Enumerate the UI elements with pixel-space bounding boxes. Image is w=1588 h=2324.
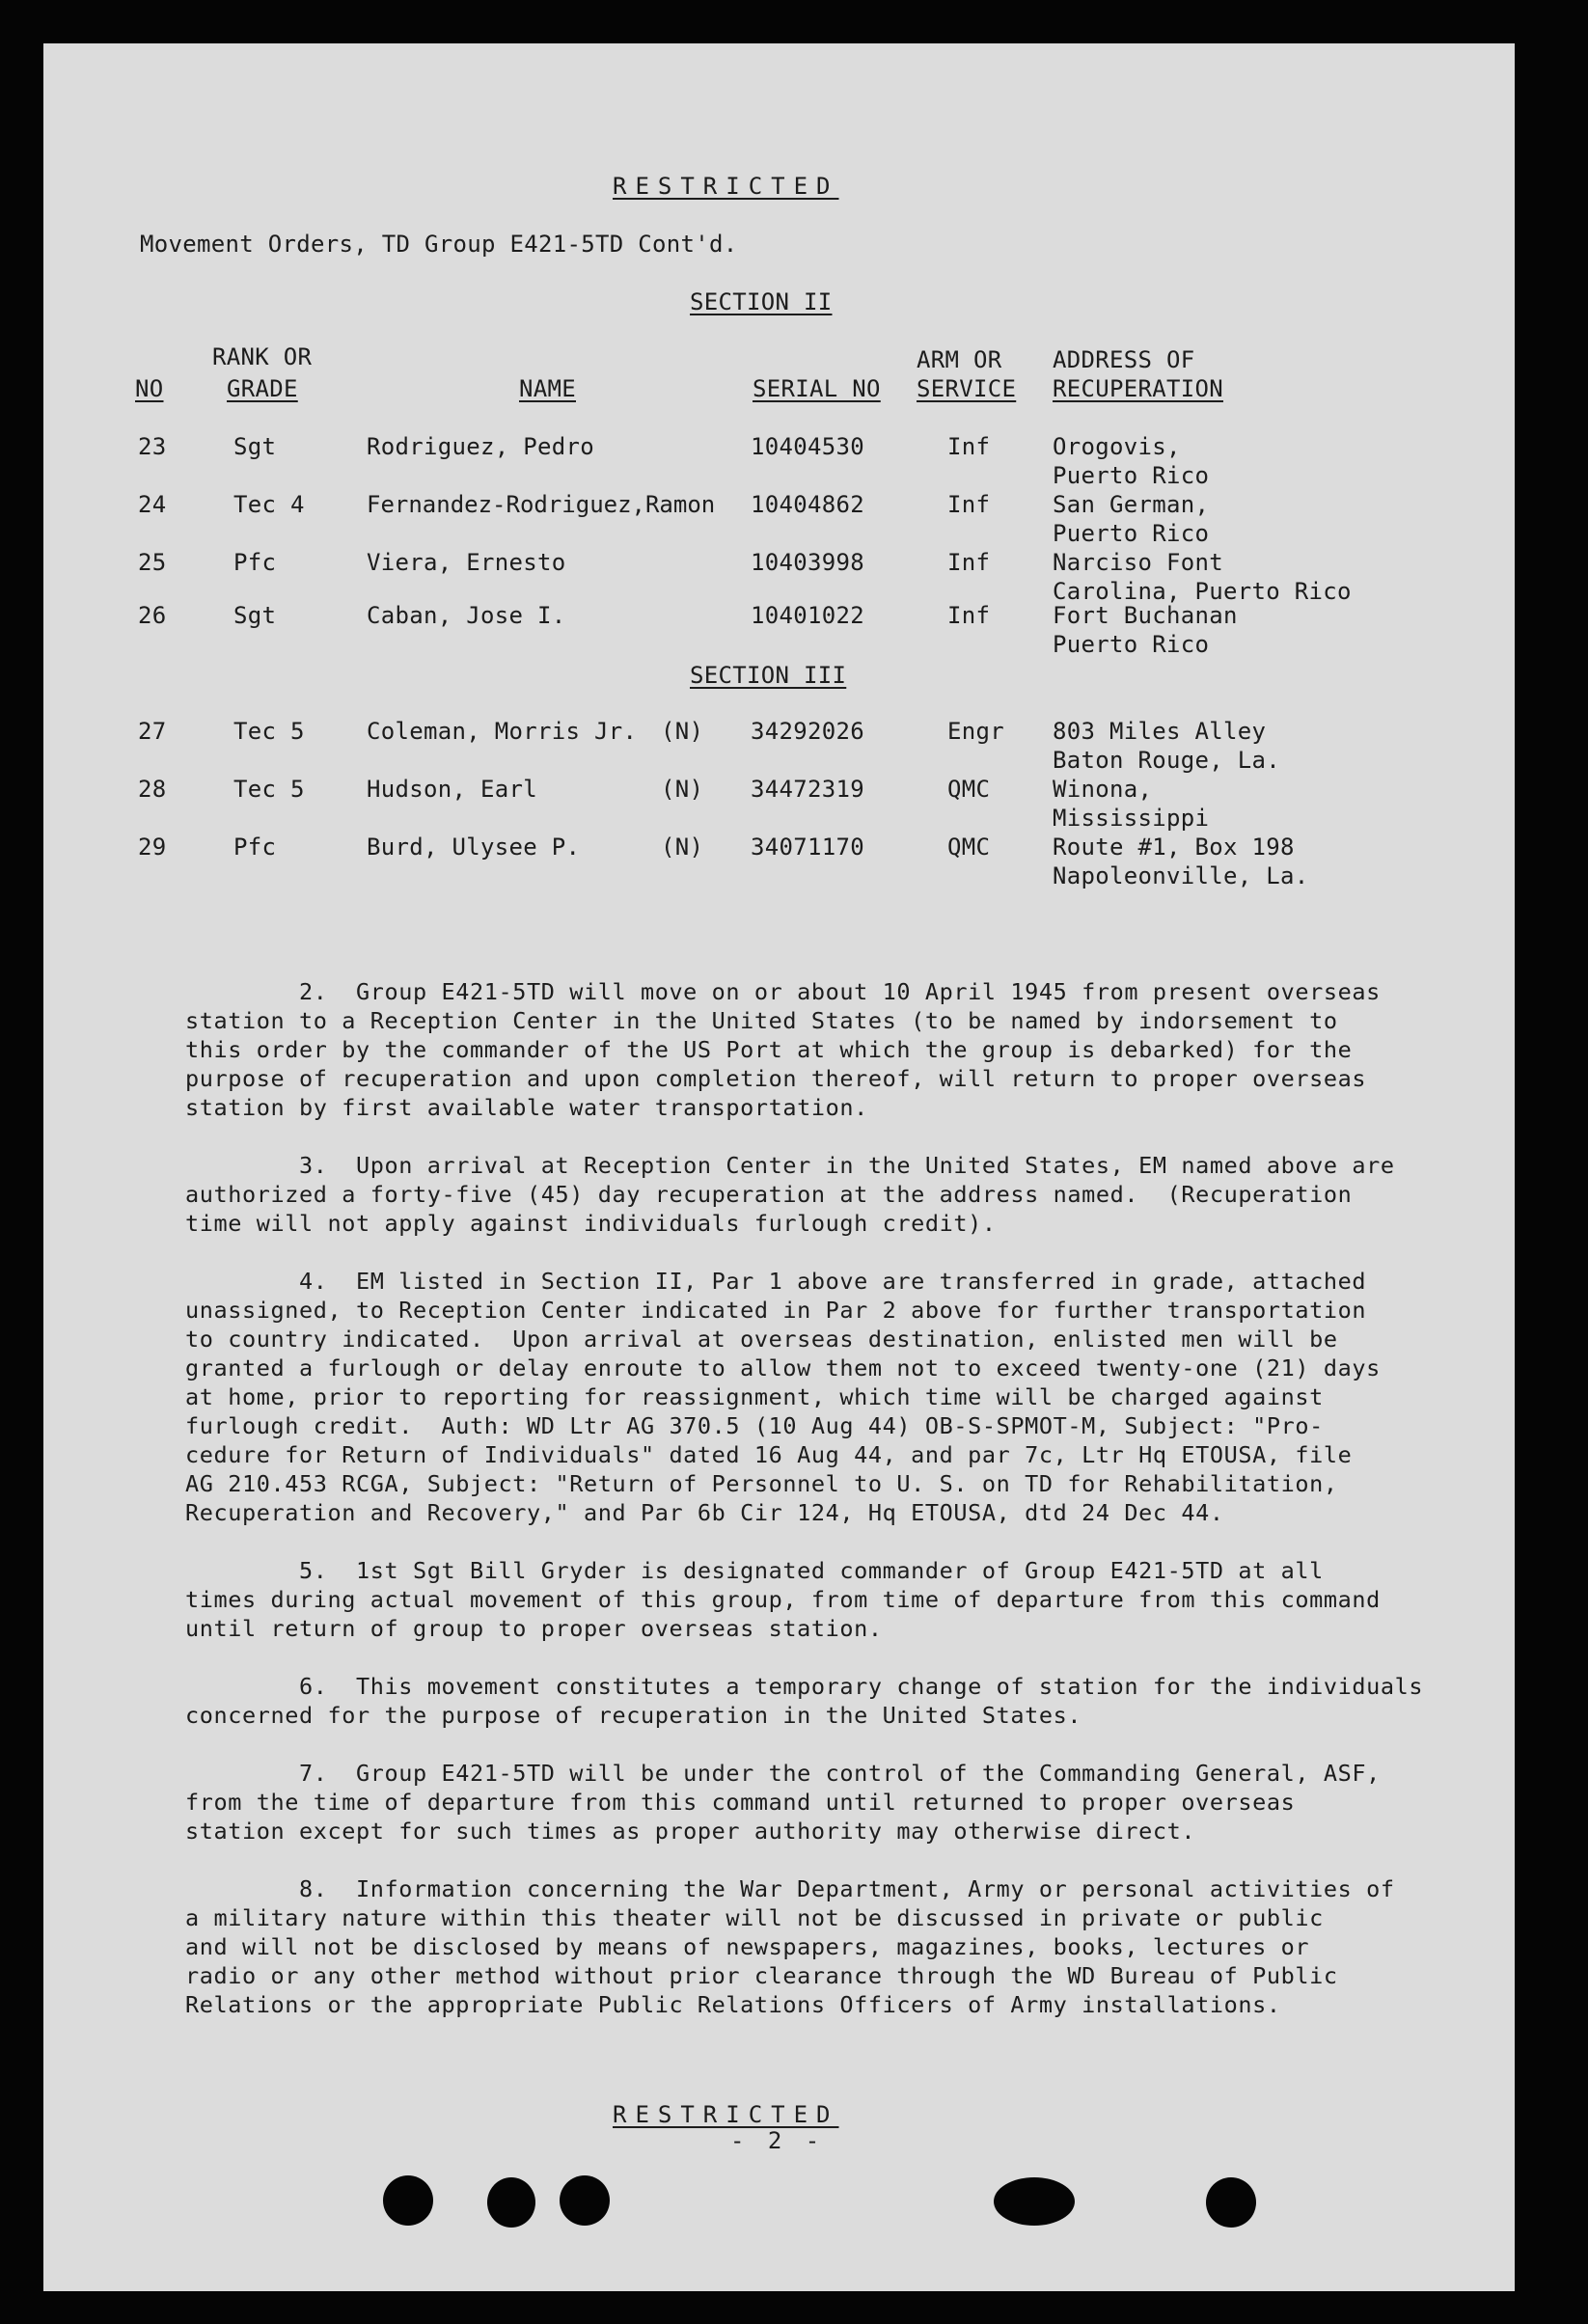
col-addr-line1: ADDRESS OF	[1053, 346, 1195, 373]
row-service: QMC	[947, 834, 991, 861]
row-name: Rodriguez, Pedro	[367, 433, 594, 460]
punch-hole	[1206, 2177, 1256, 2228]
row-serial: 10404530	[751, 433, 864, 460]
row-address-line1: Narciso Font	[1053, 549, 1223, 576]
row-service: Inf	[947, 491, 991, 518]
row-address-line2: Puerto Rico	[1053, 520, 1210, 547]
row-name: Viera, Ernesto	[367, 549, 566, 576]
row-grade: Tec 4	[233, 491, 305, 518]
col-no: NO	[135, 375, 164, 402]
row-name: Burd, Ulysee P.	[367, 834, 581, 861]
paragraph-3: 3. Upon arrival at Reception Center in the United States, EM named above are authorized a forty-five (45) day recuperation at the address named. (Recuperation time will not apply against individuals furlough credit).	[185, 1152, 1395, 1237]
row-no: 24	[138, 491, 167, 518]
row-address-line2: Puerto Rico	[1053, 631, 1210, 658]
row-mark: (N)	[661, 718, 704, 745]
row-address-line1: Fort Buchanan	[1053, 602, 1238, 629]
row-mark: (N)	[661, 776, 704, 803]
row-no: 27	[138, 718, 167, 745]
row-grade: Sgt	[233, 433, 277, 460]
row-serial: 10401022	[751, 602, 864, 629]
row-serial: 34292026	[751, 718, 864, 745]
paragraph-8: 8. Information concerning the War Department, Army or personal activities of a military nature within this theater will not be discussed in private or public and will not be disclosed by means of newspapers, magazines, books, lectures or radio or any other method without prior clearance through the WD Bureau of Public Relations or the appropriate Public Relations Officers of Army installations.	[185, 1875, 1395, 2018]
row-service: Inf	[947, 549, 991, 576]
row-no: 29	[138, 834, 167, 861]
paragraph-5: 5. 1st Sgt Bill Gryder is designated commander of Group E421-5TD at all times during actual movement of this group, from time of departure from this command until return of group to proper overseas station.	[185, 1557, 1381, 1642]
section-ii-heading: SECTION II	[690, 288, 833, 315]
col-serial: SERIAL NO	[753, 375, 881, 402]
row-address-line1: Winona,	[1053, 776, 1153, 803]
row-serial: 10404862	[751, 491, 864, 518]
col-arm-line2: SERVICE	[917, 375, 1017, 402]
row-mark: (N)	[661, 834, 704, 861]
row-address-line1: Route #1, Box 198	[1053, 834, 1295, 861]
row-address-line2: Carolina, Puerto Rico	[1053, 578, 1352, 605]
col-rank-line1: RANK OR	[212, 343, 313, 370]
classification-header: RESTRICTED	[613, 173, 839, 200]
row-address-line2: Puerto Rico	[1053, 462, 1210, 489]
row-service: Inf	[947, 602, 991, 629]
row-name: Coleman, Morris Jr.	[367, 718, 638, 745]
row-no: 28	[138, 776, 167, 803]
row-name: Caban, Jose I.	[367, 602, 566, 629]
col-addr-line2: RECUPERATION	[1053, 375, 1223, 402]
row-service: Engr	[947, 718, 1004, 745]
row-serial: 34071170	[751, 834, 864, 861]
row-serial: 10403998	[751, 549, 864, 576]
row-serial: 34472319	[751, 776, 864, 803]
row-address-line2: Napoleonville, La.	[1053, 862, 1309, 889]
paragraph-2: 2. Group E421-5TD will move on or about 10 April 1945 from present overseas station to a Reception Center in the United States (to be named by indorsement to this order by the commander of the US Port at which the group is debarked) for the purpose of recuperation and upon completion thereof, will return to proper overseas station by first available water transportation.	[185, 978, 1381, 1121]
row-service: QMC	[947, 776, 991, 803]
row-address-line2: Mississippi	[1053, 805, 1210, 832]
document-title: Movement Orders, TD Group E421-5TD Cont'd.	[140, 231, 738, 258]
punch-hole	[994, 2177, 1075, 2226]
row-address-line1: San German,	[1053, 491, 1210, 518]
punch-hole	[560, 2175, 610, 2226]
row-no: 26	[138, 602, 167, 629]
row-grade: Sgt	[233, 602, 277, 629]
paragraph-4: 4. EM listed in Section II, Par 1 above are transferred in grade, attached unassigned, to Reception Center indicated in Par 2 above for further transportation to country indicated. Upon arrival at overseas destination, enlisted men will be granted a furlough or delay enroute to allow them not to exceed twenty-one (21) days at home, prior to reporting for reassignment, which time will be charged against furlough credit. Auth: WD Ltr AG 370.5 (10 Aug 44) OB-S-SPMOT-M, Subject: "Pro- cedure for Return of Individuals" dated 16 Aug 44, and par 7c, Ltr Hq ETOUSA, file AG 210.453 RCGA, Subject: "Return of Personnel to U. S. on TD for Rehabilitation, Recuperation and Recovery," and Par 6b Cir 124, Hq ETOUSA, dtd 24 Dec 44.	[185, 1268, 1381, 1526]
punch-hole	[383, 2175, 433, 2226]
col-rank-line2: GRADE	[227, 375, 298, 402]
classification-footer: RESTRICTED	[613, 2101, 839, 2128]
document-page	[43, 43, 1515, 2291]
col-name: NAME	[519, 375, 576, 402]
row-no: 23	[138, 433, 167, 460]
row-no: 25	[138, 549, 167, 576]
row-address-line1: Orogovis,	[1053, 433, 1181, 460]
row-grade: Pfc	[233, 834, 277, 861]
row-service: Inf	[947, 433, 991, 460]
col-arm-line1: ARM OR	[917, 346, 1002, 373]
punch-hole	[487, 2177, 535, 2228]
page-number: - 2 -	[730, 2127, 825, 2154]
row-address-line1: 803 Miles Alley	[1053, 718, 1267, 745]
paragraph-6: 6. This movement constitutes a temporary change of station for the individuals concerned for the purpose of recuperation in the United States.	[185, 1673, 1424, 1729]
row-grade: Tec 5	[233, 718, 305, 745]
row-address-line2: Baton Rouge, La.	[1053, 747, 1280, 774]
section-iii-heading: SECTION III	[690, 662, 847, 689]
row-grade: Tec 5	[233, 776, 305, 803]
paragraph-7: 7. Group E421-5TD will be under the control of the Commanding General, ASF, from the time of departure from this command until returned to proper overseas station except for such times as proper authority may otherwise direct.	[185, 1760, 1381, 1845]
row-name: Fernandez-Rodriguez,Ramon	[367, 491, 716, 518]
row-name: Hudson, Earl	[367, 776, 537, 803]
row-grade: Pfc	[233, 549, 277, 576]
